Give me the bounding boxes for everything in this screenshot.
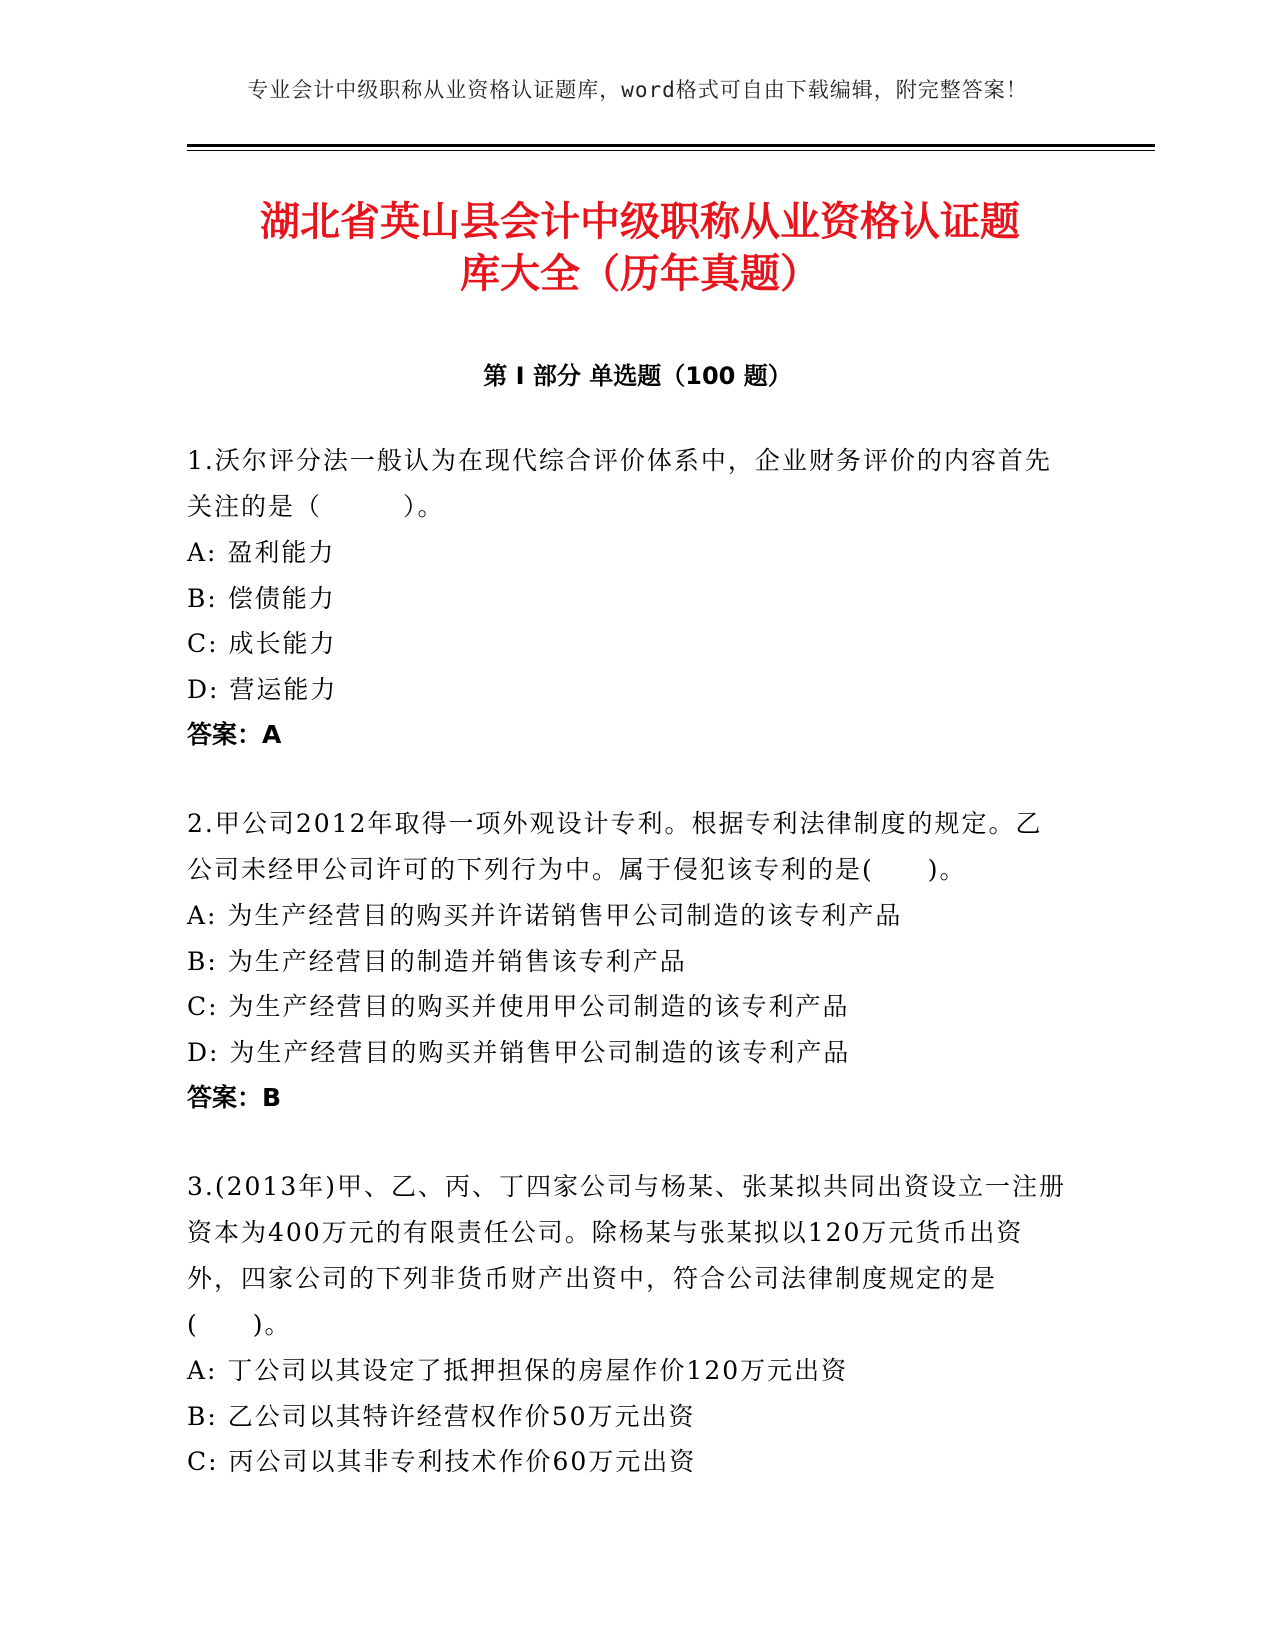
header-divider-thick bbox=[187, 144, 1155, 147]
question-2 bbox=[187, 801, 1067, 1120]
option-c: C: 成长能力 bbox=[187, 629, 337, 658]
option-a: A: 丁公司以其设定了抵押担保的房屋作价120万元出资 bbox=[187, 1356, 849, 1385]
question-stem: 1.沃尔评分法一般认为在现代综合评价体系中，企业财务评价的内容首先关注的是（ ）。 bbox=[187, 446, 1052, 521]
header-note: 专业会计中级职称从业资格认证题库，word格式可自由下载编辑，附完整答案！ bbox=[247, 78, 1028, 102]
question-stem: 2.甲公司2012年取得一项外观设计专利。根据专利法律制度的规定。乙公司未经甲公司许可的下列行为中。属于侵犯该专利的是( )。 bbox=[187, 809, 1043, 884]
option-b: B: 为生产经营目的制造并销售该专利产品 bbox=[187, 946, 687, 976]
option-b: B: 乙公司以其特许经营权作价50万元出资 bbox=[187, 1401, 696, 1431]
answer: 答案：B bbox=[187, 1083, 282, 1112]
question-stem: 3.(2013年)甲、乙、丙、丁四家公司与杨某、张某拟共同出资设立一注册资本为400万元的有限责任公司。除杨某与张某拟以120万元货币出资外，四家公司的下列非货币财产出资中，符合公司法律制度规定的是( )。 bbox=[187, 1172, 1066, 1339]
question-list bbox=[187, 438, 1067, 1529]
document-title-line-2: 库大全（历年真题） bbox=[460, 251, 820, 297]
option-c: C: 为生产经营目的购买并使用甲公司制造的该专利产品 bbox=[187, 992, 850, 1021]
option-a: A: 盈利能力 bbox=[187, 538, 336, 567]
option-a: A: 为生产经营目的购买并许诺销售甲公司制造的该专利产品 bbox=[187, 901, 903, 930]
header-divider-thin bbox=[187, 150, 1155, 151]
question-3 bbox=[187, 1164, 1067, 1485]
option-c: C: 丙公司以其非专利技术作价60万元出资 bbox=[187, 1447, 697, 1476]
question-1 bbox=[187, 438, 1067, 757]
option-b: B: 偿债能力 bbox=[187, 583, 336, 613]
option-d: D: 营运能力 bbox=[187, 674, 338, 704]
answer: 答案：A bbox=[187, 720, 282, 749]
section-title: 第 I 部分 单选题（100 题） bbox=[483, 362, 792, 390]
option-d: D: 为生产经营目的购买并销售甲公司制造的该专利产品 bbox=[187, 1037, 851, 1067]
document-title bbox=[190, 196, 1090, 300]
document-title-line-1: 湖北省英山县会计中级职称从业资格认证题 bbox=[260, 199, 1020, 245]
